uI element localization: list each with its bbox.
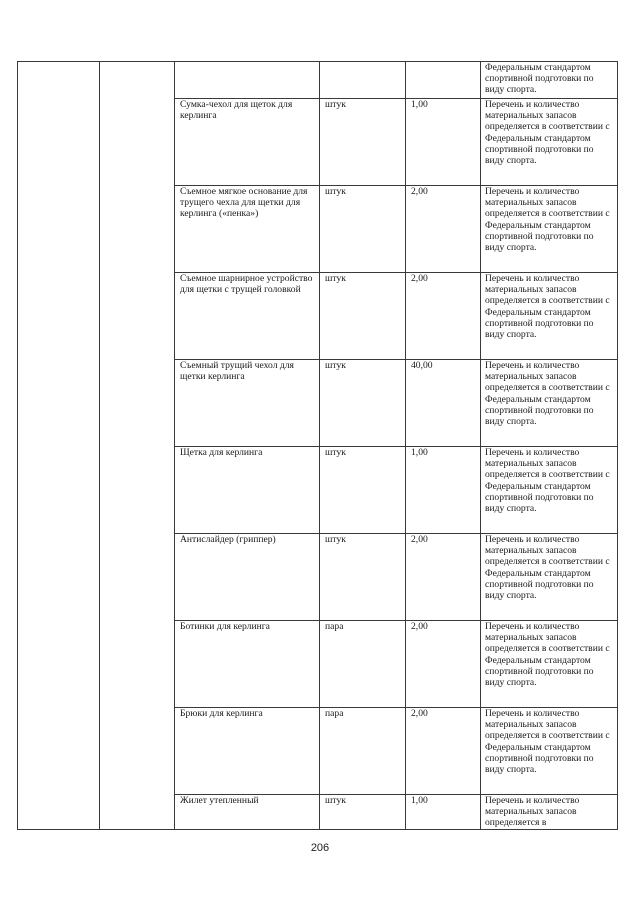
cell-name: Сумка-чехол для щеток для керлинга [175, 99, 320, 186]
cell-unit: пара [320, 708, 406, 795]
cell-note: Перечень и количество материальных запасов определяется в соответствии с Федеральным стандартом спортивной подготовки по виду спорта. [481, 360, 618, 447]
cell-unit [320, 62, 406, 99]
cell-qty: 1,00 [406, 447, 481, 534]
cell-name: Съемный трущий чехол для щетки керлинга [175, 360, 320, 447]
cell-name: Съемное шарнирное устройство для щетки с трущей головкой [175, 273, 320, 360]
cell-qty: 1,00 [406, 99, 481, 186]
cell-name: Съемное мягкое основание для трущего чехла для щетки для керлинга («пенка») [175, 186, 320, 273]
cell-note: Перечень и количество материальных запасов определяется в соответствии с Федеральным стандартом спортивной подготовки по виду спорта. [481, 273, 618, 360]
cell-qty: 2,00 [406, 621, 481, 708]
cell-name: Жилет утепленный [175, 795, 320, 830]
cell-unit: штук [320, 447, 406, 534]
cell-qty: 2,00 [406, 186, 481, 273]
cell-name: Антислайдер (гриппер) [175, 534, 320, 621]
cell-note: Перечень и количество материальных запасов определяется в соответствии с Федеральным стандартом спортивной подготовки по виду спорта. [481, 99, 618, 186]
cell-unit: штук [320, 273, 406, 360]
cell-qty: 40,00 [406, 360, 481, 447]
cell-qty: 1,00 [406, 795, 481, 830]
cell-qty [406, 62, 481, 99]
cell-unit: штук [320, 360, 406, 447]
cell-note: Федеральным стандартом спортивной подготовки по виду спорта. [481, 62, 618, 99]
cell-unit: штук [320, 99, 406, 186]
merged-cell-1 [18, 62, 100, 830]
cell-name: Щетка для керлинга [175, 447, 320, 534]
cell-note: Перечень и количество материальных запасов определяется в соответствии с Федеральным стандартом спортивной подготовки по виду спорта. [481, 186, 618, 273]
cell-note: Перечень и количество материальных запасов определяется в соответствии с Федеральным стандартом спортивной подготовки по виду спорта. [481, 534, 618, 621]
page-number: 206 [310, 842, 330, 854]
cell-qty: 2,00 [406, 534, 481, 621]
table-row-continued [18, 62, 618, 99]
cell-note: Перечень и количество материальных запасов определяется в [481, 795, 618, 830]
cell-name: Ботинки для керлинга [175, 621, 320, 708]
equipment-table [17, 61, 618, 830]
cell-unit: пара [320, 621, 406, 708]
cell-unit: штук [320, 186, 406, 273]
cell-note: Перечень и количество материальных запасов определяется в соответствии с Федеральным стандартом спортивной подготовки по виду спорта. [481, 447, 618, 534]
cell-note: Перечень и количество материальных запасов определяется в соответствии с Федеральным стандартом спортивной подготовки по виду спорта. [481, 708, 618, 795]
cell-name: Брюки для керлинга [175, 708, 320, 795]
cell-qty: 2,00 [406, 708, 481, 795]
cell-qty: 2,00 [406, 273, 481, 360]
merged-cell-2 [100, 62, 175, 830]
cell-unit: штук [320, 795, 406, 830]
cell-name [175, 62, 320, 99]
cell-note: Перечень и количество материальных запасов определяется в соответствии с Федеральным стандартом спортивной подготовки по виду спорта. [481, 621, 618, 708]
cell-unit: штук [320, 534, 406, 621]
